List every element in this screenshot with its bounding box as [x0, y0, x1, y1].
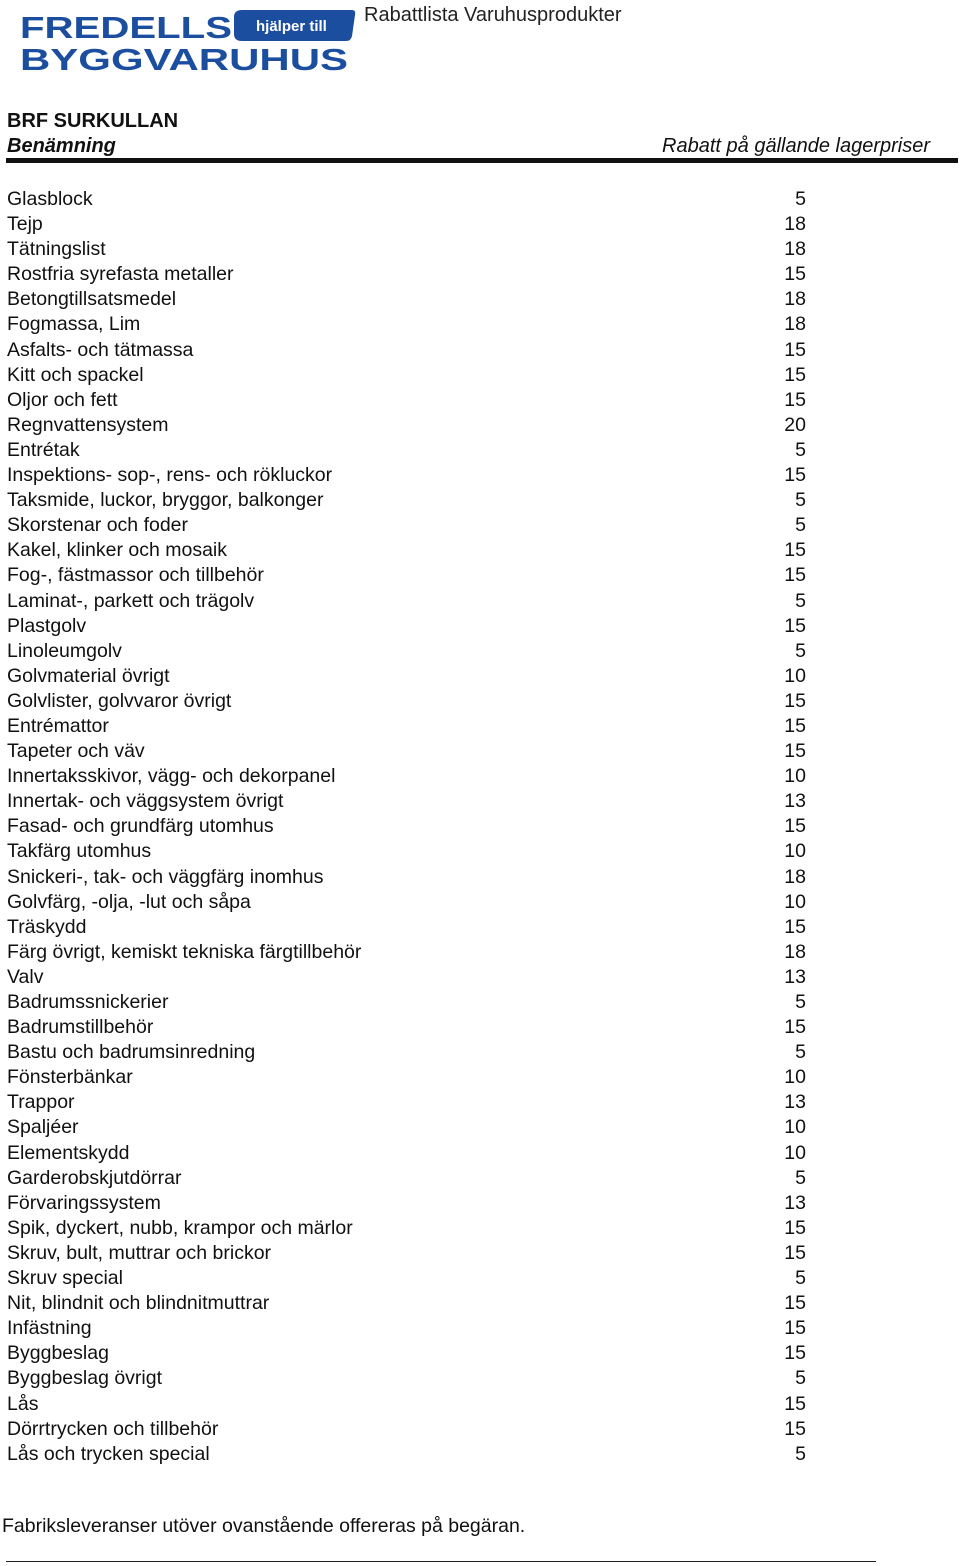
product-category: Fönsterbänkar	[7, 1066, 133, 1089]
table-row	[0, 187, 960, 212]
discount-value: 15	[784, 1016, 806, 1039]
table-row	[0, 589, 960, 614]
footer-divider	[6, 1561, 876, 1562]
table-row	[0, 312, 960, 337]
table-row	[0, 413, 960, 438]
discount-value: 15	[784, 1292, 806, 1315]
discount-value: 10	[784, 765, 806, 788]
discount-value: 10	[784, 840, 806, 863]
table-row	[0, 1090, 960, 1115]
discount-value: 15	[784, 564, 806, 587]
table-row	[0, 1216, 960, 1241]
table-row	[0, 965, 960, 990]
discount-value: 15	[784, 363, 806, 386]
table-row	[0, 639, 960, 664]
product-category: Laminat-, parkett och trägolv	[7, 589, 255, 612]
discount-value: 10	[784, 1066, 806, 1089]
discount-value: 5	[795, 1041, 806, 1064]
discount-value: 10	[784, 1116, 806, 1139]
product-category: Nit, blindnit och blindnitmuttrar	[7, 1292, 270, 1315]
discount-value: 5	[795, 188, 806, 210]
table-row	[0, 1241, 960, 1266]
discount-value: 5	[795, 514, 806, 537]
product-category: Asfalts- och tätmassa	[7, 338, 194, 361]
product-category: Skruv special	[7, 1267, 123, 1290]
table-row	[0, 262, 960, 287]
table-row	[0, 1065, 960, 1090]
product-category: Betongtillsatsmedel	[7, 288, 177, 311]
company-logo	[6, 6, 364, 76]
table-row	[0, 1141, 960, 1166]
discount-value: 15	[784, 1317, 806, 1340]
table-row	[0, 538, 960, 563]
product-category: Kitt och spackel	[7, 363, 144, 386]
product-category: Takfärg utomhus	[7, 840, 152, 863]
product-category: Inspektions- sop-, rens- och rökluckor	[7, 464, 333, 487]
discount-value: 13	[784, 1091, 806, 1114]
discount-value: 18	[784, 313, 806, 336]
product-category: Lås	[7, 1392, 39, 1415]
discount-value: 18	[784, 288, 806, 311]
table-row	[0, 814, 960, 839]
column-header-name: Benämning	[7, 135, 116, 157]
discount-value: 15	[784, 338, 806, 361]
table-row	[0, 915, 960, 940]
footer-note: Fabriksleveranser utöver ovanstående offereras på begäran.	[2, 1515, 526, 1537]
table-row	[0, 237, 960, 262]
table-row	[0, 1166, 960, 1191]
product-category: Rostfria syrefasta metaller	[7, 263, 234, 286]
table-row	[0, 865, 960, 890]
discount-value: 15	[784, 464, 806, 487]
table-row	[0, 890, 960, 915]
column-header-discount: Rabatt på gällande lagerpriser	[662, 135, 930, 157]
product-category: Elementskydd	[7, 1141, 130, 1164]
table-row	[0, 714, 960, 739]
table-row	[0, 1191, 960, 1216]
discount-value: 15	[784, 714, 806, 737]
product-category: Valv	[7, 965, 44, 988]
discount-value: 20	[784, 413, 806, 436]
product-category: Golvfärg, -olja, -lut och såpa	[7, 890, 251, 913]
header-divider	[6, 158, 958, 163]
table-row	[0, 1392, 960, 1417]
table-row	[0, 664, 960, 689]
product-category: Fasad- och grundfärg utomhus	[7, 815, 274, 838]
table-row	[0, 463, 960, 488]
table-row	[0, 764, 960, 789]
product-category: Tapeter och väv	[7, 740, 145, 763]
product-category: Träskydd	[7, 915, 87, 938]
table-row	[0, 1266, 960, 1291]
discount-value: 15	[784, 915, 806, 938]
table-row	[0, 388, 960, 413]
table-row	[0, 990, 960, 1015]
product-category: Golvmaterial övrigt	[7, 664, 170, 687]
table-row	[0, 513, 960, 538]
table-row	[0, 940, 960, 965]
product-category: Entrémattor	[7, 714, 109, 737]
discount-value: 5	[795, 1166, 806, 1189]
discount-value: 13	[784, 1191, 806, 1214]
table-row	[0, 1442, 960, 1467]
product-category: Regnvattensystem	[7, 413, 169, 436]
product-category: Snickeri-, tak- och väggfärg inomhus	[7, 865, 324, 888]
product-category: Entrétak	[7, 438, 80, 461]
discount-value: 5	[795, 489, 806, 512]
product-category: Tejp	[7, 213, 43, 236]
product-category: Byggbeslag	[7, 1342, 109, 1365]
product-category: Fogmassa, Lim	[7, 313, 141, 336]
discount-value: 5	[795, 1367, 806, 1390]
discount-value: 5	[795, 438, 806, 461]
product-category: Förvaringssystem	[7, 1191, 161, 1214]
discount-value: 10	[784, 664, 806, 687]
logo-line1: FREDELLS	[20, 10, 232, 45]
discount-value: 15	[784, 1342, 806, 1365]
product-category: Trappor	[7, 1091, 75, 1114]
table-row	[0, 1115, 960, 1140]
table-row	[0, 1341, 960, 1366]
product-category: Skorstenar och foder	[7, 514, 189, 537]
product-category: Fog-, fästmassor och tillbehör	[7, 564, 264, 587]
product-category: Infästning	[7, 1317, 92, 1340]
table-row	[0, 739, 960, 764]
product-category: Skruv, bult, muttrar och brickor	[7, 1241, 272, 1264]
table-row	[0, 287, 960, 312]
table-row	[0, 1015, 960, 1040]
table-row	[0, 789, 960, 814]
discount-value: 18	[784, 213, 806, 236]
discount-value: 13	[784, 790, 806, 813]
logo-line2: BYGGVARUHUS	[20, 42, 348, 76]
product-category: Bastu och badrumsinredning	[7, 1041, 256, 1064]
discount-value: 15	[784, 1216, 806, 1239]
product-category: Byggbeslag övrigt	[7, 1367, 163, 1390]
logo-tagline: hjälper till	[256, 18, 327, 35]
discount-value: 15	[784, 740, 806, 763]
product-category: Badrumssnickerier	[7, 991, 169, 1013]
discount-value: 5	[795, 639, 806, 662]
discount-value: 15	[784, 1417, 806, 1440]
product-category: Spaljéer	[7, 1116, 79, 1139]
table-row	[0, 839, 960, 864]
product-category: Kakel, klinker och mosaik	[7, 539, 228, 562]
product-category: Badrumstillbehör	[7, 1016, 154, 1039]
product-category: Dörrtrycken och tillbehör	[7, 1417, 219, 1440]
product-category: Glasblock	[7, 188, 93, 210]
product-category: Innertaksskivor, vägg- och dekorpanel	[7, 765, 336, 788]
discount-value: 5	[795, 1267, 806, 1290]
discount-value: 15	[784, 689, 806, 712]
product-category: Spik, dyckert, nubb, krampor och märlor	[7, 1216, 353, 1239]
discount-value: 13	[784, 965, 806, 988]
discount-table	[0, 187, 960, 1467]
product-category: Innertak- och väggsystem övrigt	[7, 790, 284, 813]
discount-value: 18	[784, 865, 806, 888]
table-row	[0, 689, 960, 714]
product-category: Linoleumgolv	[7, 639, 122, 662]
discount-value: 18	[784, 238, 806, 261]
discount-value: 15	[784, 263, 806, 286]
table-row	[0, 438, 960, 463]
customer-name: BRF SURKULLAN	[7, 110, 179, 132]
product-category: Taksmide, luckor, bryggor, balkonger	[7, 489, 324, 512]
discount-value: 5	[795, 589, 806, 612]
discount-value: 5	[795, 991, 806, 1013]
discount-value: 15	[784, 1241, 806, 1264]
product-category: Oljor och fett	[7, 388, 118, 411]
table-row	[0, 1040, 960, 1065]
discount-value: 15	[784, 815, 806, 838]
discount-value: 5	[795, 1442, 806, 1465]
table-row	[0, 1417, 960, 1442]
discount-value: 15	[784, 388, 806, 411]
product-category: Plastgolv	[7, 614, 87, 637]
discount-value: 15	[784, 614, 806, 637]
document-title: Rabattlista Varuhusprodukter	[364, 4, 622, 26]
discount-value: 15	[784, 539, 806, 562]
product-category: Färg övrigt, kemiskt tekniska färgtillbehör	[7, 940, 362, 963]
table-row	[0, 488, 960, 513]
discount-value: 10	[784, 1141, 806, 1164]
discount-value: 10	[784, 890, 806, 913]
table-row	[0, 1366, 960, 1391]
table-row	[0, 614, 960, 639]
table-row	[0, 563, 960, 588]
product-category: Tätningslist	[7, 238, 106, 261]
product-category: Garderobskjutdörrar	[7, 1166, 182, 1189]
table-row	[0, 1316, 960, 1341]
product-category: Lås och trycken special	[7, 1442, 210, 1465]
discount-value: 18	[784, 940, 806, 963]
discount-value: 15	[784, 1392, 806, 1415]
product-category: Golvlister, golvvaror övrigt	[7, 689, 232, 712]
table-row	[0, 363, 960, 388]
table-row	[0, 338, 960, 363]
table-row	[0, 1291, 960, 1316]
table-row	[0, 212, 960, 237]
